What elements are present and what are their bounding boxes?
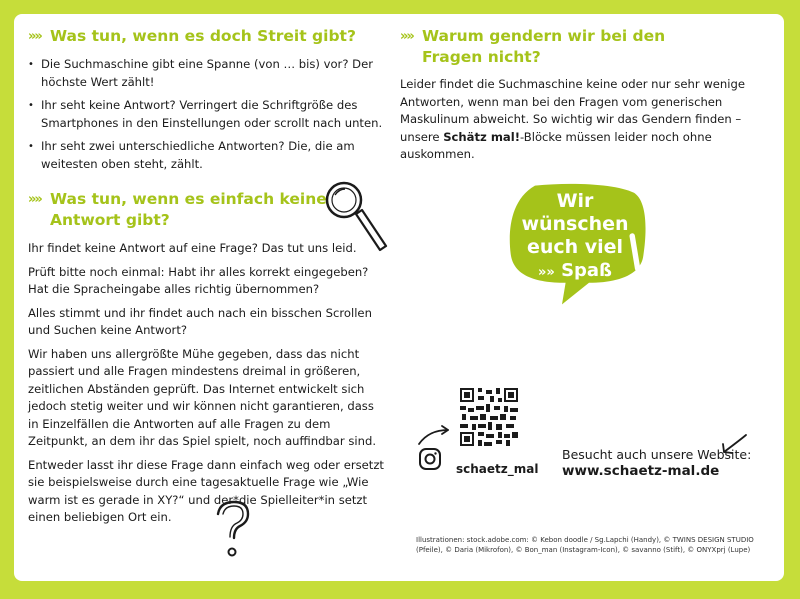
double-arrow-icon: »»	[400, 29, 413, 44]
right-column	[400, 26, 760, 170]
curved-arrow-icon	[416, 424, 452, 448]
website-link[interactable]: www.schaetz-mal.de	[562, 463, 720, 479]
paragraph: Wir haben uns allergrößte Mühe gegeben, dass das nicht passiert und alle Fragen mindestens dreimal in größeren, zeitlichen Abständen geprüft. Das Internet entwickelt sich jedoch stetig weiter und wir können nicht garantieren, dass in Einzelfällen die Antworten auf alle Fragen zu dem Zeitpunkt, an dem ihr das Spiel spielt, noch auffindbar sind.	[28, 346, 377, 448]
bubble-text: Wir wünschen euch viel »» Spaß	[521, 190, 629, 281]
paragraph: Alles stimmt und ihr findet auch nach ein bisschen Scrollen und Suchen keine Antwort?	[28, 305, 372, 337]
paragraph: Entweder lasst ihr diese Frage dann einfach weg oder ersetzt sie beispielsweise durch eine tagesaktuelle Frage wie „Wie warm ist es gerade in XY?“ und der*die Spielleiter*in setzt einen beliebigen Ort ein.	[28, 457, 384, 524]
speech-bubble	[500, 182, 660, 322]
double-arrow-icon: »»	[28, 29, 41, 44]
instagram-icon[interactable]	[418, 447, 442, 471]
paragraph: Ihr findet keine Antwort auf eine Frage? Das tut uns leid.	[28, 241, 357, 255]
double-arrow-icon: »»	[28, 192, 41, 207]
streit-bullet-list	[28, 56, 384, 173]
heading-streit: »» Was tun, wenn es doch Streit gibt?	[28, 27, 356, 45]
question-mark-icon	[210, 500, 254, 560]
list-item: • Ihr seht zwei unterschiedliche Antworten? Die, die am weitesten oben steht, zählt.	[28, 138, 384, 173]
illustration-credits: Illustrationen: stock.adobe.com: © Kebon doodle / Sg.Lapchi (Handy), © TWINS DESIGN STUDIO (Pfeile), © Daria (Mikrofon), © Bon_man (Instagram-Icon), © savanno (Stift), © ONYXprj (Lupe)	[416, 536, 754, 554]
heading-keine-antwort: »» Was tun, wenn es einfach keine Antwort gibt?	[28, 190, 327, 229]
paragraph: Prüft bitte noch einmal: Habt ihr alles korrekt eingegeben? Hat die Spracheingabe alles richtig übernommen?	[28, 264, 369, 296]
gendern-paragraph: Leider findet die Suchmaschine keine oder nur sehr wenige Antworten, wenn man bei den Fragen vom generischen Maskulinum abweicht. So wichtig wir das Gendern finden – unsere Schätz mal!-Blöcke müssen leider noch ohne auskommen.	[400, 77, 745, 161]
list-item: • Ihr seht keine Antwort? Verringert die Schriftgröße des Smartphones in den Einstellungen oder scrollt nach unten.	[28, 97, 384, 132]
instagram-handle[interactable]: schaetz_mal	[456, 462, 539, 476]
double-arrow-icon: »»	[537, 265, 555, 280]
website-label: Besucht auch unsere Website:	[562, 447, 752, 462]
qr-code[interactable]	[460, 388, 518, 446]
heading-gendern: »» Warum gendern wir bei den Fragen nicht?	[400, 27, 666, 66]
left-column	[28, 26, 384, 533]
magnifier-icon	[318, 178, 390, 258]
brand-name: Schätz mal!	[443, 129, 520, 144]
list-item: • Die Suchmaschine gibt eine Spanne (von … bis) vor? Der höchste Wert zählt!	[28, 56, 384, 91]
curved-arrow-icon	[718, 432, 750, 460]
